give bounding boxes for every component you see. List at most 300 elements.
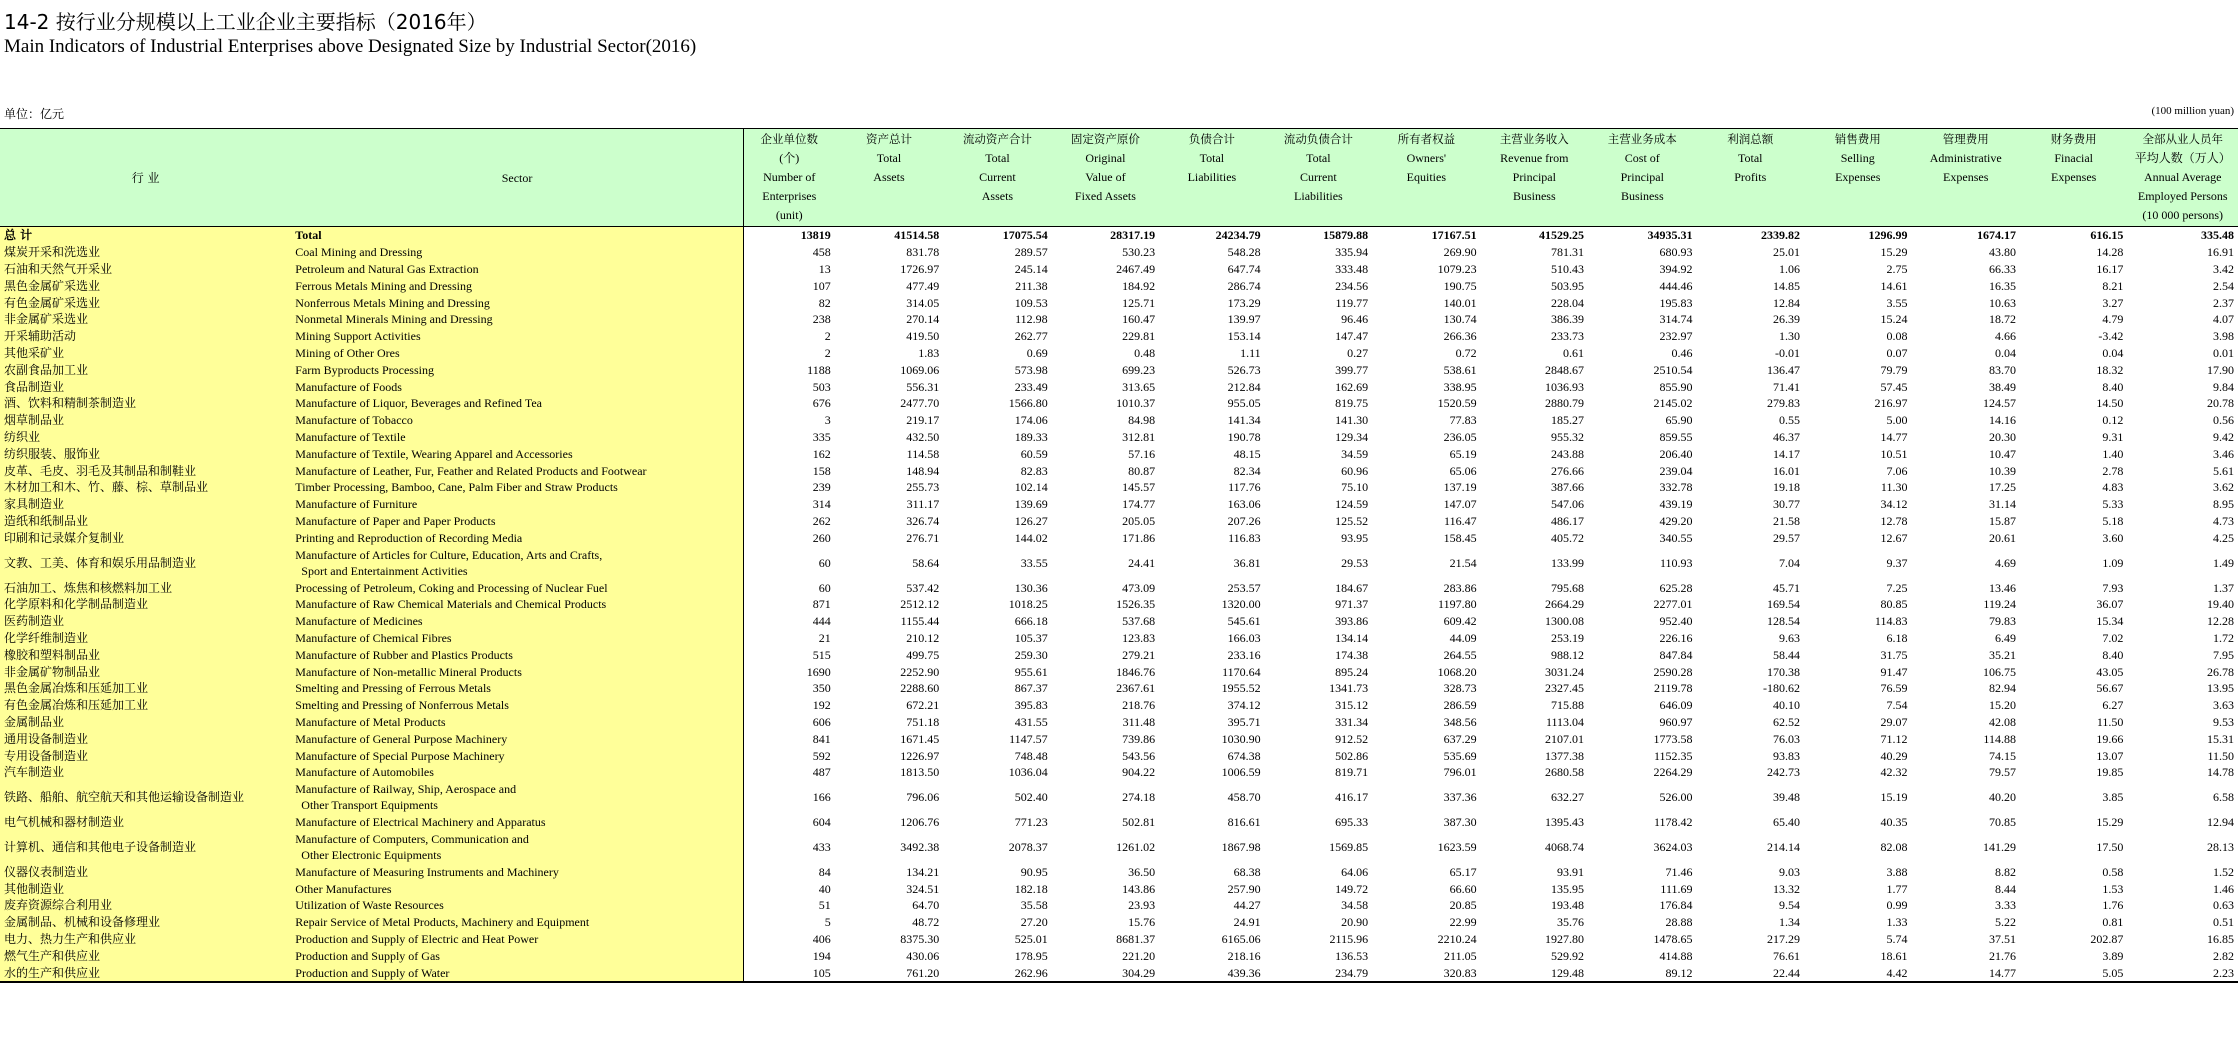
header-industry: 行 业 xyxy=(0,129,291,227)
column-header-cn: 资产总计 xyxy=(865,132,912,146)
row-value: 1520.59 xyxy=(1437,396,1477,411)
row-value: 26.78 xyxy=(2207,664,2234,679)
row-value: 4.79 xyxy=(2102,312,2124,327)
column-header-line: Selling xyxy=(1840,151,1875,165)
row-value: 20.61 xyxy=(1988,530,2016,545)
row-value: 0.04 xyxy=(2102,345,2124,360)
row-value: 210.12 xyxy=(906,630,940,645)
row-value: 13.32 xyxy=(1773,881,1800,896)
row-value: 502.81 xyxy=(1122,815,1156,830)
table-row xyxy=(0,513,2238,530)
row-sector-en: Manufacture of Textile xyxy=(291,429,743,446)
row-value: 1226.97 xyxy=(900,748,940,763)
row-value: 16.17 xyxy=(2096,261,2124,276)
row-value: 15.34 xyxy=(2096,614,2124,629)
row-value: 148.94 xyxy=(906,463,940,478)
row-value: 715.88 xyxy=(1551,698,1585,713)
row-sector-en: Manufacture of Textile, Wearing Apparel and Accessories xyxy=(291,445,743,462)
row-value: 1206.76 xyxy=(900,815,940,830)
table-row xyxy=(0,630,2238,647)
row-industry-cn: 汽车制造业 xyxy=(0,764,291,781)
row-value: 761.20 xyxy=(835,964,943,982)
column-header-line: Business xyxy=(1620,189,1664,203)
row-value: 439.36 xyxy=(1159,964,1264,982)
table-row xyxy=(0,244,2238,261)
row-value: 36.50 xyxy=(1128,864,1156,879)
column-header-cn: 固定资产原价 xyxy=(1070,132,1140,146)
row-value: 262 xyxy=(812,513,831,528)
column-header-line: Expenses xyxy=(1943,170,1989,184)
row-value: 2119.78 xyxy=(1653,681,1693,696)
row-value: 314.74 xyxy=(1659,312,1693,327)
row-sector-en: Production and Supply of Electric and Heat Power xyxy=(291,931,743,948)
row-value: 2880.79 xyxy=(1545,396,1585,411)
row-value: 530.23 xyxy=(1122,245,1156,260)
row-value: 144.02 xyxy=(1014,530,1048,545)
row-value: 82.34 xyxy=(1233,463,1261,478)
column-header-line: Assets xyxy=(981,189,1014,203)
row-sector-line: Manufacture of Articles for Culture, Education, Arts and Crafts, xyxy=(295,547,603,562)
row-value: 13.07 xyxy=(2096,748,2124,763)
row-value: 2.23 xyxy=(2127,964,2238,982)
row-value: 952.40 xyxy=(1659,614,1693,629)
table-row xyxy=(0,462,2238,479)
row-value: 255.73 xyxy=(906,480,940,495)
row-value: 123.83 xyxy=(1122,630,1156,645)
table-row xyxy=(0,714,2238,731)
row-value: 335 xyxy=(812,429,831,444)
row-value: 147.47 xyxy=(1335,329,1369,344)
row-value: 4.66 xyxy=(1994,329,2016,344)
row-value: 114.88 xyxy=(1983,731,2016,746)
row-value: 270.14 xyxy=(906,312,940,327)
row-sector-en: Manufacture of Special Purpose Machinery xyxy=(291,747,743,764)
row-value: 15.31 xyxy=(2207,731,2234,746)
table-row xyxy=(0,831,2238,864)
row-value: 0.55 xyxy=(1779,413,1800,428)
row-value: 0.69 xyxy=(1026,345,1048,360)
row-value: 4.42 xyxy=(1804,964,1911,982)
row-value: 124.57 xyxy=(1982,396,2016,411)
row-value: 276.66 xyxy=(1551,463,1585,478)
row-value: 399.77 xyxy=(1335,362,1369,377)
row-value: 24.41 xyxy=(1128,555,1156,570)
row-value: 30.77 xyxy=(1773,497,1800,512)
column-header-line: 平均人数（万人） xyxy=(2134,151,2231,165)
row-value: 1178.42 xyxy=(1653,815,1693,830)
row-value: 1.09 xyxy=(2102,555,2124,570)
row-industry-cn: 其他采矿业 xyxy=(0,345,291,362)
row-sector-en: Ferrous Metals Mining and Dressing xyxy=(291,277,743,294)
row-sector-en: Coal Mining and Dressing xyxy=(291,244,743,261)
row-value: 41529.25 xyxy=(1539,228,1585,243)
table-row xyxy=(0,730,2238,747)
table-row xyxy=(0,361,2238,378)
row-value: 395.83 xyxy=(1014,698,1048,713)
row-value: 0.51 xyxy=(2213,915,2234,930)
row-value: 13 xyxy=(818,261,831,276)
row-value: 193.48 xyxy=(1551,898,1585,913)
row-value: 82.08 xyxy=(1880,840,1908,854)
row-industry-cn: 非金属矿采选业 xyxy=(0,311,291,328)
row-industry-cn: 烟草制品业 xyxy=(0,412,291,429)
table-row xyxy=(0,345,2238,362)
row-value: 102.14 xyxy=(1014,480,1048,495)
header-row xyxy=(0,129,2238,227)
row-value: 15.87 xyxy=(1988,513,2016,528)
row-value: 143.86 xyxy=(1122,881,1156,896)
row-value: 1478.65 xyxy=(1653,932,1693,947)
row-value: 14.77 xyxy=(1911,964,2019,982)
row-value: 0.08 xyxy=(1886,329,1908,344)
column-header-line: (unit) xyxy=(775,208,803,222)
table-row xyxy=(0,579,2238,596)
column-header-line: Business xyxy=(1512,189,1556,203)
column-header xyxy=(1052,129,1159,227)
row-value: 3.60 xyxy=(2102,530,2124,545)
row-value: 10.51 xyxy=(1880,446,1908,461)
unit-label-en: (100 million yuan) xyxy=(2151,105,2234,117)
row-industry-cn: 水的生产和供应业 xyxy=(0,964,291,982)
row-industry-cn: 仪器仪表制造业 xyxy=(0,864,291,881)
column-header-cn: 销售费用 xyxy=(1834,132,1881,146)
row-value: 212.84 xyxy=(1227,379,1261,394)
row-sector-en: Processing of Petroleum, Coking and Processing of Nuclear Fuel xyxy=(291,579,743,596)
row-value: 1.40 xyxy=(2102,446,2124,461)
row-value: 1113.04 xyxy=(1545,714,1585,729)
row-value: -180.62 xyxy=(1763,681,1800,696)
row-value: 5.00 xyxy=(1886,413,1908,428)
row-industry-cn: 非金属矿物制品业 xyxy=(0,663,291,680)
row-value: 666.18 xyxy=(1014,614,1048,629)
table-row xyxy=(0,747,2238,764)
row-value: 283.86 xyxy=(1443,580,1477,595)
row-value: 313.65 xyxy=(1122,379,1156,394)
row-value: 126.27 xyxy=(1014,513,1048,528)
row-value: 1955.52 xyxy=(1221,681,1261,696)
row-value: 6.27 xyxy=(2102,698,2124,713)
row-value: 276.71 xyxy=(906,530,940,545)
row-industry-cn: 黑色金属冶炼和压延加工业 xyxy=(0,680,291,697)
table-row xyxy=(0,914,2238,931)
row-value: 82.94 xyxy=(1988,681,2016,696)
row-industry-cn: 有色金属矿采选业 xyxy=(0,294,291,311)
row-industry-cn: 总 计 xyxy=(0,227,291,244)
column-header-line: Revenue from xyxy=(1500,151,1569,165)
row-industry-cn: 酒、饮料和精制茶制造业 xyxy=(0,395,291,412)
row-value: 41514.58 xyxy=(894,228,940,243)
row-value: 5.22 xyxy=(1994,915,2016,930)
row-value: 1341.73 xyxy=(1329,681,1369,696)
row-value: 1566.80 xyxy=(1008,396,1048,411)
row-value: 136.47 xyxy=(1767,362,1800,377)
row-value: 17167.51 xyxy=(1431,228,1477,243)
row-sector-en: Manufacture of Paper and Paper Products xyxy=(291,513,743,530)
row-value: 592 xyxy=(812,748,831,763)
row-value: 632.27 xyxy=(1551,790,1585,805)
row-value: 606 xyxy=(812,714,831,729)
row-value: 14.28 xyxy=(2096,245,2124,260)
row-value: 40.20 xyxy=(1988,790,2016,805)
row-value: 170.38 xyxy=(1767,664,1800,679)
row-value: 9.54 xyxy=(1779,898,1800,913)
row-value: 82.83 xyxy=(1020,463,1048,478)
table-row xyxy=(0,378,2238,395)
row-value: 1018.25 xyxy=(1008,597,1048,612)
row-value: 1147.57 xyxy=(1009,731,1048,746)
row-value: 3 xyxy=(824,413,831,428)
column-header-line: Finacial xyxy=(2054,151,2094,165)
column-header-line: Number of xyxy=(763,170,816,184)
row-value: 2115.96 xyxy=(1329,932,1369,947)
row-value: 12.84 xyxy=(1773,295,1800,310)
row-value: 695.33 xyxy=(1335,815,1369,830)
row-value: 871 xyxy=(812,597,831,612)
row-value: 3.63 xyxy=(2213,698,2234,713)
row-value: 1170.64 xyxy=(1222,664,1261,679)
row-value: 17075.54 xyxy=(1002,228,1048,243)
row-value: 9.84 xyxy=(2213,379,2234,394)
row-value: 429.20 xyxy=(1659,513,1693,528)
row-value: 2367.61 xyxy=(1116,681,1156,696)
row-value: 312.81 xyxy=(1122,429,1156,444)
row-value: 114.58 xyxy=(906,446,940,461)
row-value: 1300.08 xyxy=(1545,614,1585,629)
column-header-cn: 财务费用 xyxy=(2050,132,2097,146)
row-value: 36.81 xyxy=(1233,555,1261,570)
row-value: 337.36 xyxy=(1443,790,1477,805)
column-header xyxy=(943,129,1051,227)
row-value: 195.83 xyxy=(1659,295,1693,310)
row-value: 8375.30 xyxy=(900,932,940,947)
row-value: 1773.58 xyxy=(1653,731,1693,746)
table-row xyxy=(0,496,2238,513)
row-value: 29.53 xyxy=(1341,555,1369,570)
row-value: 145.57 xyxy=(1122,480,1156,495)
row-value: 503.95 xyxy=(1551,278,1585,293)
row-value: 0.72 xyxy=(1455,345,1477,360)
column-header-cn: 流动资产合计 xyxy=(962,132,1032,146)
row-value: 40.29 xyxy=(1880,748,1908,763)
row-value: 116.47 xyxy=(1444,513,1477,528)
row-value: 233.16 xyxy=(1227,647,1261,662)
row-value: 2339.82 xyxy=(1761,228,1800,243)
row-value: 65.06 xyxy=(1449,463,1477,478)
row-value: 7.04 xyxy=(1779,555,1800,570)
row-value: 23.93 xyxy=(1128,898,1156,913)
row-value: 819.71 xyxy=(1335,765,1369,780)
row-value: 955.05 xyxy=(1227,396,1261,411)
row-value: 2210.24 xyxy=(1437,932,1477,947)
row-value: 286.59 xyxy=(1443,698,1477,713)
row-value: 124.59 xyxy=(1335,497,1369,512)
row-value: 65.40 xyxy=(1773,815,1800,830)
column-header-line: Original xyxy=(1085,151,1126,165)
row-value: 796.06 xyxy=(906,790,940,805)
row-value: 3.27 xyxy=(2102,295,2124,310)
row-value: 153.14 xyxy=(1227,329,1261,344)
row-value: 16.01 xyxy=(1773,463,1800,478)
column-header-line: Total xyxy=(876,151,902,165)
row-value: 5.74 xyxy=(1886,932,1908,947)
row-value: 1.37 xyxy=(2213,580,2234,595)
row-value: 6165.06 xyxy=(1221,932,1261,947)
table-body xyxy=(0,227,2238,983)
row-value: 573.98 xyxy=(1014,362,1048,377)
row-value: 7.25 xyxy=(1886,580,1908,595)
row-value: 34.59 xyxy=(1341,446,1369,461)
row-value: 0.27 xyxy=(1347,345,1369,360)
row-value: 609.42 xyxy=(1443,614,1477,629)
row-sector-en: Mining of Other Ores xyxy=(291,345,743,362)
row-value: 9.37 xyxy=(1886,555,1908,570)
row-value: 477.49 xyxy=(906,278,940,293)
row-value: 8.44 xyxy=(1994,881,2016,896)
column-header-cn: 企业单位数 xyxy=(760,132,819,146)
row-value: 129.34 xyxy=(1335,429,1369,444)
unit-label: 单位：亿元 xyxy=(4,107,65,121)
table-row xyxy=(0,546,2238,579)
row-industry-cn: 造纸和纸制品业 xyxy=(0,513,291,530)
row-value: 44.27 xyxy=(1233,898,1261,913)
row-value: 1.33 xyxy=(1886,915,1908,930)
row-value: 289.57 xyxy=(1014,245,1048,260)
row-value: 66.33 xyxy=(1988,261,2016,276)
row-value: 2.37 xyxy=(2213,295,2234,310)
column-header xyxy=(2020,129,2127,227)
row-value: 43.80 xyxy=(1988,245,2016,260)
row-value: 71.41 xyxy=(1773,379,1800,394)
row-value: 12.67 xyxy=(1880,530,1908,545)
row-value: 2.54 xyxy=(2213,278,2234,293)
row-value: 3.62 xyxy=(2213,480,2234,495)
row-value: 228.04 xyxy=(1551,295,1585,310)
row-value: 105 xyxy=(743,964,834,982)
row-value: 8.82 xyxy=(1994,864,2016,879)
column-header-line: (个) xyxy=(779,151,800,165)
row-value: 40.10 xyxy=(1773,698,1800,713)
row-value: 15.19 xyxy=(1880,790,1908,805)
row-value: 9.31 xyxy=(2102,429,2124,444)
row-value: 3.33 xyxy=(1994,898,2016,913)
column-header-line: Current xyxy=(1300,170,1337,184)
row-value: 130.74 xyxy=(1443,312,1477,327)
row-value: 0.61 xyxy=(1563,345,1585,360)
row-value: 19.18 xyxy=(1773,480,1800,495)
row-value: 137.19 xyxy=(1443,480,1477,495)
row-value: 537.42 xyxy=(906,580,940,595)
column-header-line: Employed Persons xyxy=(2137,189,2228,203)
row-value: 60 xyxy=(818,555,831,570)
column-header-line: Equities xyxy=(1406,170,1446,184)
column-header xyxy=(2127,129,2238,227)
row-value: 117.76 xyxy=(1228,480,1261,495)
row-value: 3.55 xyxy=(1886,295,1908,310)
column-header-line: Value of xyxy=(1085,170,1126,184)
column-header-line: Enterprises xyxy=(762,189,817,203)
row-value: 20.90 xyxy=(1341,915,1369,930)
row-sector-en: Manufacture of Metal Products xyxy=(291,714,743,731)
row-value: 1188 xyxy=(807,362,831,377)
row-value: 141.29 xyxy=(1982,840,2016,854)
row-industry-cn: 电力、热力生产和供应业 xyxy=(0,931,291,948)
row-value: 537.68 xyxy=(1122,614,1156,629)
table-row xyxy=(0,964,2238,982)
table-row xyxy=(0,646,2238,663)
row-value: 311.48 xyxy=(1122,714,1156,729)
row-value: 130.36 xyxy=(1014,580,1048,595)
row-value: 795.68 xyxy=(1551,580,1585,595)
row-value: 114.83 xyxy=(1874,614,1908,629)
row-sector-en: Utilization of Waste Resources xyxy=(291,897,743,914)
row-value: 21.76 xyxy=(1988,948,2016,963)
row-value: 10.47 xyxy=(1988,446,2016,461)
row-value: 2.78 xyxy=(2102,463,2124,478)
row-value: 269.90 xyxy=(1443,245,1477,260)
row-value: 647.74 xyxy=(1227,261,1261,276)
row-value: 487 xyxy=(812,765,831,780)
row-sector-line: Sport and Entertainment Activities xyxy=(301,563,468,578)
row-value: 502.40 xyxy=(1014,790,1048,805)
row-value: 1813.50 xyxy=(900,765,940,780)
row-value: 158 xyxy=(812,463,831,478)
row-value: 895.24 xyxy=(1335,664,1369,679)
row-industry-cn: 石油和天然气开采业 xyxy=(0,261,291,278)
row-value: 51 xyxy=(818,898,831,913)
row-value: 14.77 xyxy=(1880,429,1908,444)
row-value: 236.05 xyxy=(1443,429,1477,444)
row-value: 1.72 xyxy=(2213,630,2234,645)
row-value: 46.37 xyxy=(1773,429,1800,444)
row-sector-en: Production and Supply of Gas xyxy=(291,947,743,964)
row-value: 1155.44 xyxy=(900,614,940,629)
row-value: 15879.88 xyxy=(1323,228,1369,243)
row-value: 4.83 xyxy=(2102,480,2124,495)
row-value: 107 xyxy=(812,278,831,293)
table-row xyxy=(0,680,2238,697)
row-value: 4.69 xyxy=(1994,555,2016,570)
table-row xyxy=(0,814,2238,831)
row-sector-en: Smelting and Pressing of Ferrous Metals xyxy=(291,680,743,697)
row-value: 2848.67 xyxy=(1545,362,1585,377)
row-sector-en: Manufacture of Foods xyxy=(291,378,743,395)
row-value: 3.85 xyxy=(2102,790,2124,805)
row-value: 502.86 xyxy=(1335,748,1369,763)
row-value: 71.12 xyxy=(1880,731,1908,746)
row-value: 12.28 xyxy=(2207,614,2234,629)
row-value: 394.92 xyxy=(1659,261,1693,276)
row-value: 2 xyxy=(824,345,831,360)
row-sector-en: Nonferrous Metals Mining and Dressing xyxy=(291,294,743,311)
row-value: 14.78 xyxy=(2207,765,2234,780)
row-value: 266.36 xyxy=(1443,329,1477,344)
row-value: 6.49 xyxy=(1994,630,2016,645)
row-sector-en: Manufacture of Electrical Machinery and Apparatus xyxy=(291,814,743,831)
table-row xyxy=(0,880,2238,897)
row-value: 79.83 xyxy=(1988,614,2016,629)
row-value: 62.52 xyxy=(1773,714,1800,729)
row-value: 119.77 xyxy=(1335,295,1369,310)
row-value: 221.20 xyxy=(1122,948,1156,963)
row-value: 1671.45 xyxy=(900,731,940,746)
row-value: 14.50 xyxy=(2096,396,2124,411)
row-value: 93.91 xyxy=(1557,864,1585,879)
row-value: 192 xyxy=(812,698,831,713)
row-value: 34935.31 xyxy=(1647,228,1693,243)
row-value: 2145.02 xyxy=(1653,396,1693,411)
row-value: 74.15 xyxy=(1988,748,2016,763)
row-value: 771.23 xyxy=(1014,815,1048,830)
